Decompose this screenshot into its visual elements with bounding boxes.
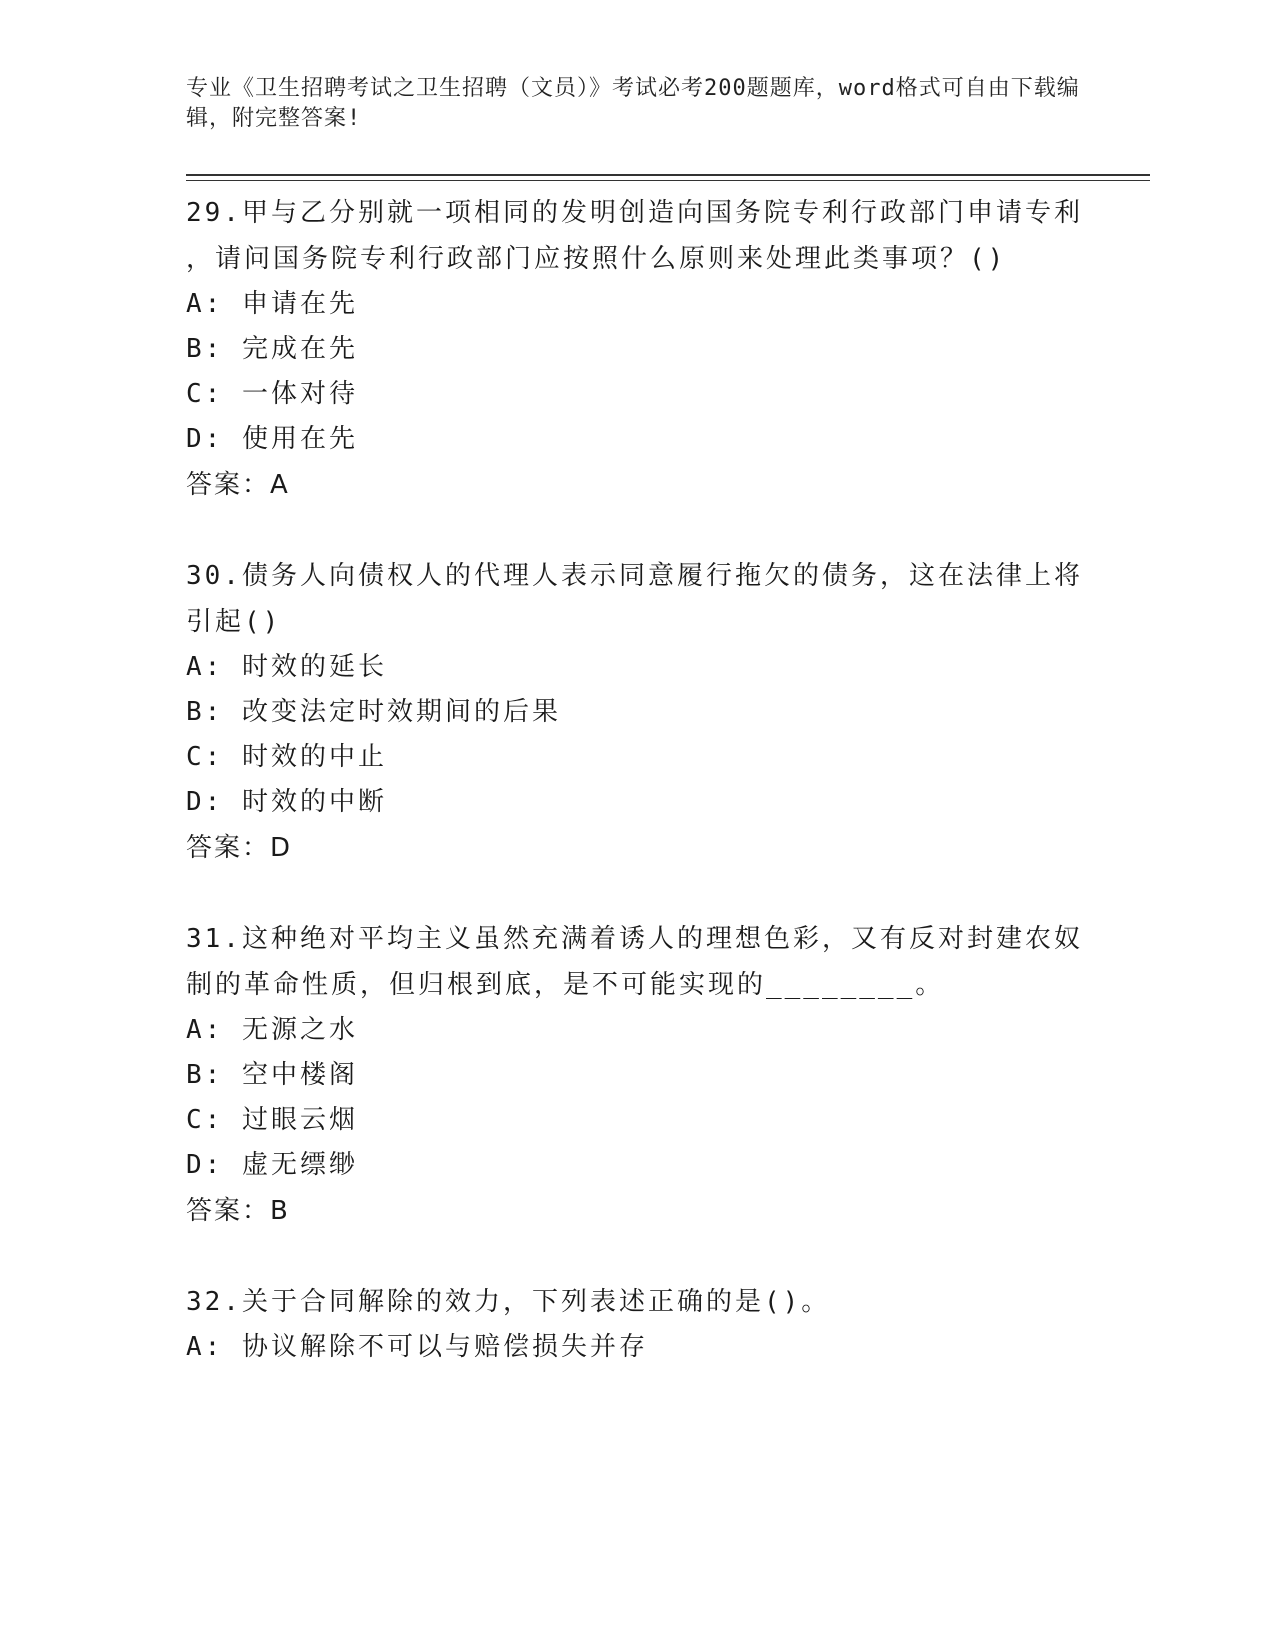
question-29	[186, 190, 1086, 508]
header-divider-thin	[186, 180, 1150, 181]
option-d: D: 虚无缥缈	[186, 1150, 358, 1180]
question-stem: 29.甲与乙分别就一项相同的发明创造向国务院专利行政部门申请专利	[186, 198, 1083, 228]
option-b: B: 完成在先	[186, 334, 358, 364]
question-spacer	[186, 1234, 1086, 1279]
question-31	[186, 916, 1086, 1234]
header-intro-text: 专业《卫生招聘考试之卫生招聘（文员）》考试必考200题题库，word格式可自由下载编辑，附完整答案!	[186, 76, 1080, 131]
option-d: D: 时效的中断	[186, 787, 387, 817]
header-divider-thick	[186, 174, 1150, 176]
option-d: D: 使用在先	[186, 424, 358, 454]
question-stem: 32.关于合同解除的效力，下列表述正确的是()。	[186, 1287, 831, 1317]
option-c: C: 时效的中止	[186, 742, 387, 772]
question-stem-continued: 制的革命性质，但归根到底，是不可能实现的________。	[186, 970, 945, 1000]
option-c: C: 过眼云烟	[186, 1105, 358, 1135]
option-c: C: 一体对待	[186, 379, 358, 409]
question-list	[186, 190, 1086, 1370]
question-stem: 30.债务人向债权人的代理人表示同意履行拖欠的债务，这在法律上将	[186, 561, 1083, 591]
option-a: A: 协议解除不可以与赔偿损失并存	[186, 1332, 648, 1362]
document-header	[186, 74, 1086, 134]
option-b: B: 空中楼阁	[186, 1060, 358, 1090]
answer-line: 答案：D	[186, 833, 293, 863]
question-stem-continued: 引起()	[186, 607, 282, 637]
question-stem-continued: ，请问国务院专利行政部门应按照什么原则来处理此类事项？()	[186, 244, 1007, 274]
answer-line: 答案：B	[186, 1196, 290, 1226]
question-32	[186, 1279, 1086, 1370]
option-a: A: 申请在先	[186, 289, 358, 319]
option-a: A: 无源之水	[186, 1015, 358, 1045]
answer-line: 答案：A	[186, 470, 290, 500]
question-spacer	[186, 871, 1086, 916]
question-spacer	[186, 508, 1086, 553]
option-a: A: 时效的延长	[186, 652, 387, 682]
question-30	[186, 553, 1086, 871]
question-stem: 31.这种绝对平均主义虽然充满着诱人的理想色彩，又有反对封建农奴	[186, 924, 1083, 954]
option-b: B: 改变法定时效期间的后果	[186, 697, 561, 727]
